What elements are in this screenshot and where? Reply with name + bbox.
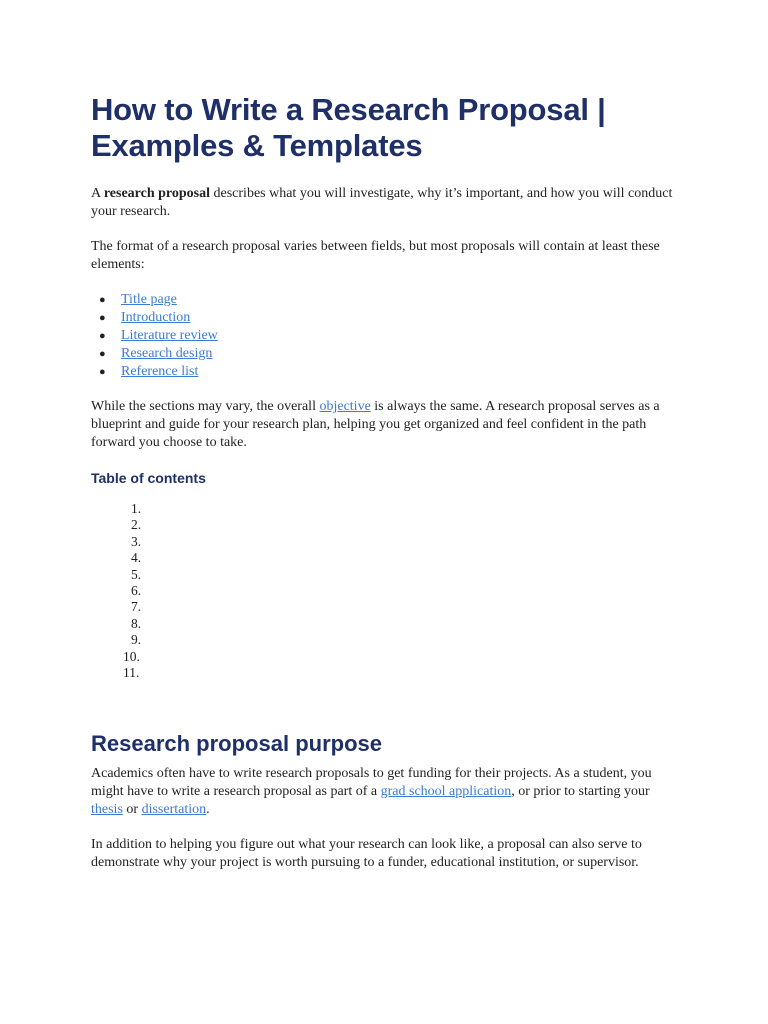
link-objective[interactable]: objective (319, 399, 371, 414)
toc-item[interactable]: 7. (131, 599, 142, 615)
section-heading-purpose: Research proposal purpose (91, 731, 382, 757)
objective-after: is always the same. A research proposal serves as a blueprint and guide for your research plan, helping you get organized and feel confident in the path forward you choose to take. (91, 399, 660, 450)
objective-paragraph (91, 398, 681, 452)
list-item (99, 309, 681, 327)
link-dissertation[interactable]: dissertation (141, 802, 207, 818)
bullet-icon: ● (99, 330, 106, 342)
bullet-icon: ● (99, 366, 106, 378)
toc-item[interactable]: 4. (131, 550, 142, 566)
list-item (99, 345, 681, 363)
link-title-page[interactable]: Title page (121, 292, 177, 307)
toc-item[interactable]: 8. (131, 615, 142, 631)
toc-heading: Table of contents (91, 470, 206, 486)
document-page (91, 92, 681, 889)
toc-item[interactable]: 2. (131, 517, 142, 533)
bullet-icon: ● (99, 294, 106, 306)
intro-lead: A (91, 186, 104, 201)
intro-rest: describes what you will investigate, why it’s important, and how you will conduct your research. (91, 186, 673, 219)
bullet-icon: ● (99, 312, 106, 324)
purpose-p1-end: . (206, 802, 210, 818)
elements-list (91, 291, 681, 381)
toc-item[interactable]: 1. (131, 501, 142, 516)
purpose-p1-before: Academics often have to write research proposals to get funding for their projects. As a student, you might have to write a research proposal as part of a (91, 766, 652, 800)
intro-bold-term: research proposal (103, 186, 211, 201)
toc-item[interactable]: 6. (131, 583, 142, 599)
toc-list (91, 501, 681, 681)
link-research-design[interactable]: Research design (121, 346, 213, 361)
purpose-p1-middle: , or prior to starting your (511, 784, 650, 800)
purpose-p1-or: or (122, 802, 142, 818)
list-item (99, 363, 681, 381)
toc-item[interactable]: 9. (131, 632, 142, 648)
page-title: How to Write a Research Proposal | Examples & Templates (91, 92, 606, 163)
objective-before: While the sections may vary, the overall (91, 399, 320, 414)
link-thesis[interactable]: thesis (91, 802, 123, 818)
list-item (99, 327, 681, 345)
link-literature-review[interactable]: Literature review (121, 328, 218, 343)
toc-item[interactable]: 10. (123, 648, 140, 664)
purpose-paragraph-2: In addition to helping you figure out what your research can look like, a proposal can also serve to demonstrate why your project is worth pursuing to a funder, educational institution, or supervisor. (91, 837, 642, 871)
intro-paragraph (91, 185, 681, 221)
link-grad-school-application[interactable]: grad school application (380, 784, 512, 800)
purpose-paragraph-1 (91, 765, 681, 819)
bullet-icon: ● (99, 348, 106, 360)
toc-item[interactable]: 3. (131, 533, 142, 549)
toc-item[interactable]: 11. (123, 665, 140, 681)
link-introduction[interactable]: Introduction (121, 310, 191, 325)
format-paragraph: The format of a research proposal varies between fields, but most proposals will contain at least these elements: (91, 239, 660, 272)
list-item (99, 291, 681, 309)
link-reference-list[interactable]: Reference list (121, 364, 199, 379)
toc-item[interactable]: 5. (131, 566, 142, 582)
